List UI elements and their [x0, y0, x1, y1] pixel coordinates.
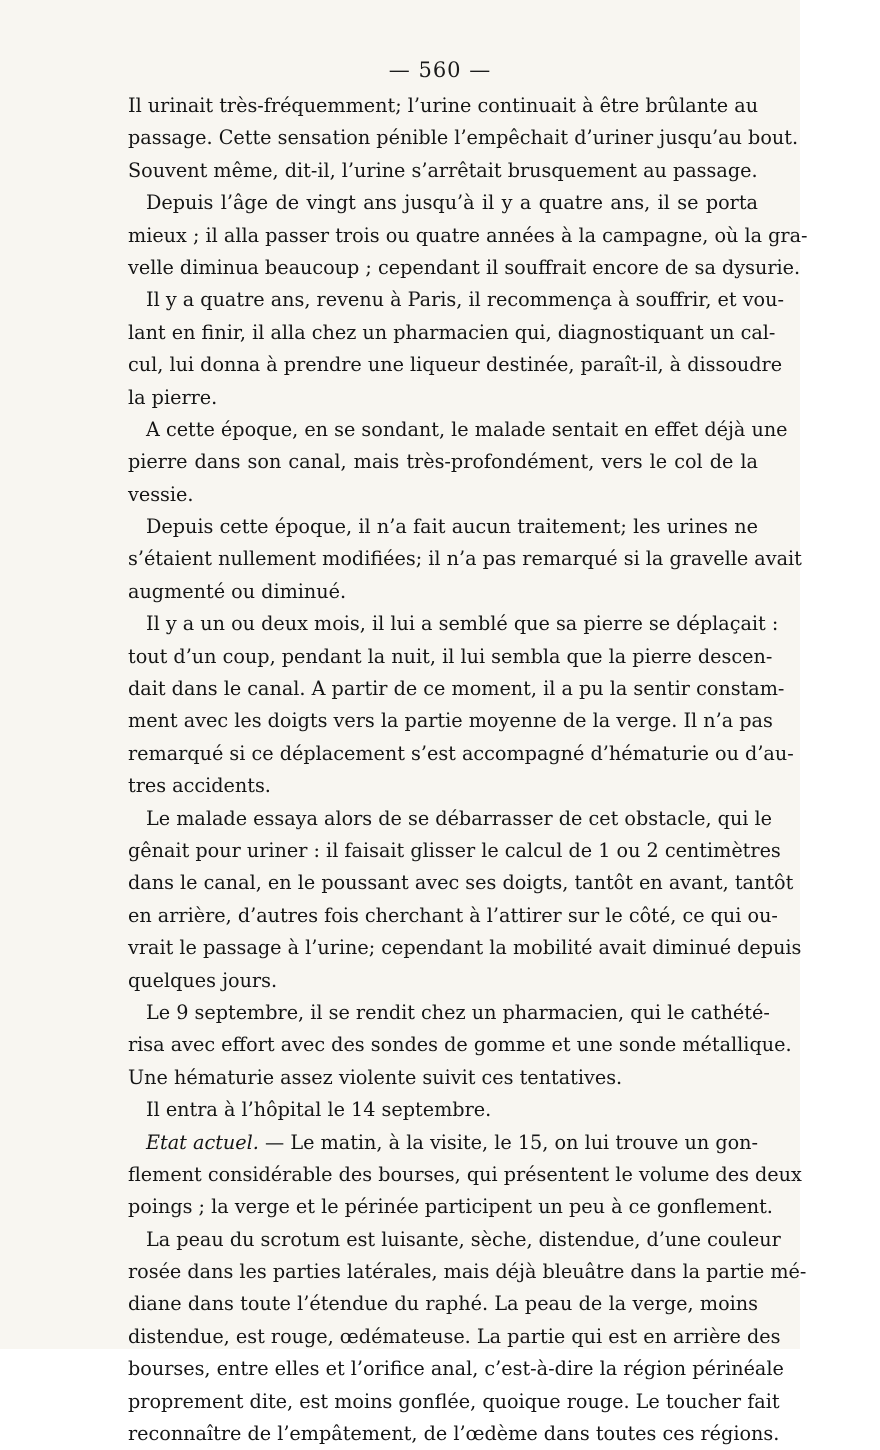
text-line: ment avec les doigts vers la partie moyenne de la verge. Il n’a pas	[128, 709, 773, 733]
text-line: flement considérable des bourses, qui présentent le volume des deux	[128, 1162, 802, 1186]
text-line: proprement dite, est moins gonflée, quoique rouge. Le toucher fait	[128, 1389, 780, 1413]
paragraph	[128, 803, 802, 997]
text-line: Il urinait très-fréquemment; l’urine continuait à être brûlante au	[128, 94, 759, 117]
text-line: quelques jours.	[128, 968, 278, 992]
text-line: lant en finir, il alla chez un pharmacien qui, diagnostiquant un cal-	[128, 320, 776, 344]
text-line: Le 9 septembre, il se rendit chez un pharmacien, qui le cathété-	[146, 1000, 770, 1024]
text-line: passage. Cette sensation pénible l’empêchait d’uriner jusqu’au bout.	[128, 126, 799, 150]
text-line: tres accidents.	[128, 774, 271, 798]
text-line: vessie.	[128, 482, 194, 506]
text-line: poings ; la verge et le périnée participent un peu à ce gonflement.	[128, 1195, 773, 1219]
text-line: augmenté ou diminué.	[128, 579, 347, 603]
text-line: Depuis cette époque, il n’a fait aucun traitement; les urines ne	[146, 515, 758, 539]
text-line: Le malade essaya alors de se débarrasser de cet obstacle, qui le	[146, 806, 773, 830]
paragraph	[128, 511, 802, 608]
text-line: la pierre.	[128, 385, 218, 409]
text-line: La peau du scrotum est luisante, sèche, distendue, d’une couleur	[146, 1227, 781, 1251]
paragraph	[128, 997, 792, 1094]
paragraph	[128, 187, 808, 284]
paragraph	[128, 1094, 758, 1126]
text-line: reconnaître de l’empâtement, de l’œdème dans toutes ces régions.	[128, 1422, 780, 1446]
text-line: gênait pour uriner : il faisait glisser le calcul de 1 ou 2 centimètres	[128, 838, 781, 862]
text-line: s’étaient nullement modifiées; il n’a pas remarqué si la gravelle avait	[128, 547, 802, 571]
paragraph	[128, 284, 784, 414]
section-heading-italic: Etat actuel.	[146, 1130, 259, 1154]
paragraph	[128, 1224, 807, 1450]
paragraph	[128, 414, 788, 511]
text-line: tout d’un coup, pendant la nuit, il lui sembla que la pierre descen-	[128, 644, 773, 668]
body-text	[128, 90, 808, 1450]
paragraph	[128, 608, 794, 802]
text-line: velle diminua beaucoup ; cependant il souffrait encore de sa dysurie.	[128, 255, 801, 279]
text-line: mieux ; il alla passer trois ou quatre années à la campagne, où la gra-	[128, 223, 808, 247]
page-number: — 560 —	[388, 58, 492, 82]
text-line: bourses, entre elles et l’orifice anal, c’est-à-dire la région périnéale	[128, 1357, 784, 1381]
text-line: distendue, est rouge, œdémateuse. La partie qui est en arrière des	[128, 1324, 781, 1348]
text-line	[128, 1127, 758, 1159]
text-line: vrait le passage à l’urine; cependant la mobilité avait diminué depuis	[128, 936, 802, 960]
text-line: remarqué si ce déplacement s’est accompagné d’hématurie ou d’au-	[128, 741, 794, 765]
text-line: Souvent même, dit-il, l’urine s’arrêtait brusquement au passage.	[128, 158, 758, 182]
text-line: diane dans toute l’étendue du raphé. La peau de la verge, moins	[128, 1292, 758, 1316]
text-line: pierre dans son canal, mais très-profondément, vers le col de la	[128, 450, 758, 474]
text-line: Il entra à l’hôpital le 14 septembre.	[146, 1098, 492, 1122]
paragraph	[128, 1127, 802, 1224]
text-line: en arrière, d’autres fois cherchant à l’attirer sur le côté, ce qui ou-	[128, 903, 778, 927]
text-line: Une hématurie assez violente suivit ces tentatives.	[128, 1065, 623, 1089]
text-line: dans le canal, en le poussant avec ses doigts, tantôt en avant, tantôt	[128, 871, 794, 895]
text-line: cul, lui donna à prendre une liqueur destinée, paraît-il, à dissoudre	[128, 353, 783, 377]
text-run: — Le matin, à la visite, le 15, on lui trouve un gon-	[258, 1130, 759, 1154]
text-line: Il y a quatre ans, revenu à Paris, il recommença à souffrir, et vou-	[146, 288, 784, 312]
text-line: A cette époque, en se sondant, le malade sentait en effet déjà une	[146, 417, 788, 441]
text-line: dait dans le canal. A partir de ce moment, il a pu la sentir constam-	[128, 677, 785, 701]
text-line: Il y a un ou deux mois, il lui a semblé que sa pierre se déplaçait :	[146, 612, 779, 636]
text-line: risa avec effort avec des sondes de gomme et une sonde métallique.	[128, 1033, 792, 1057]
paragraph	[128, 90, 799, 187]
text-line: rosée dans les parties latérales, mais déjà bleuâtre dans la partie mé-	[128, 1260, 807, 1284]
text-line: Depuis l’âge de vingt ans jusqu’à il y a quatre ans, il se porta	[146, 191, 758, 215]
